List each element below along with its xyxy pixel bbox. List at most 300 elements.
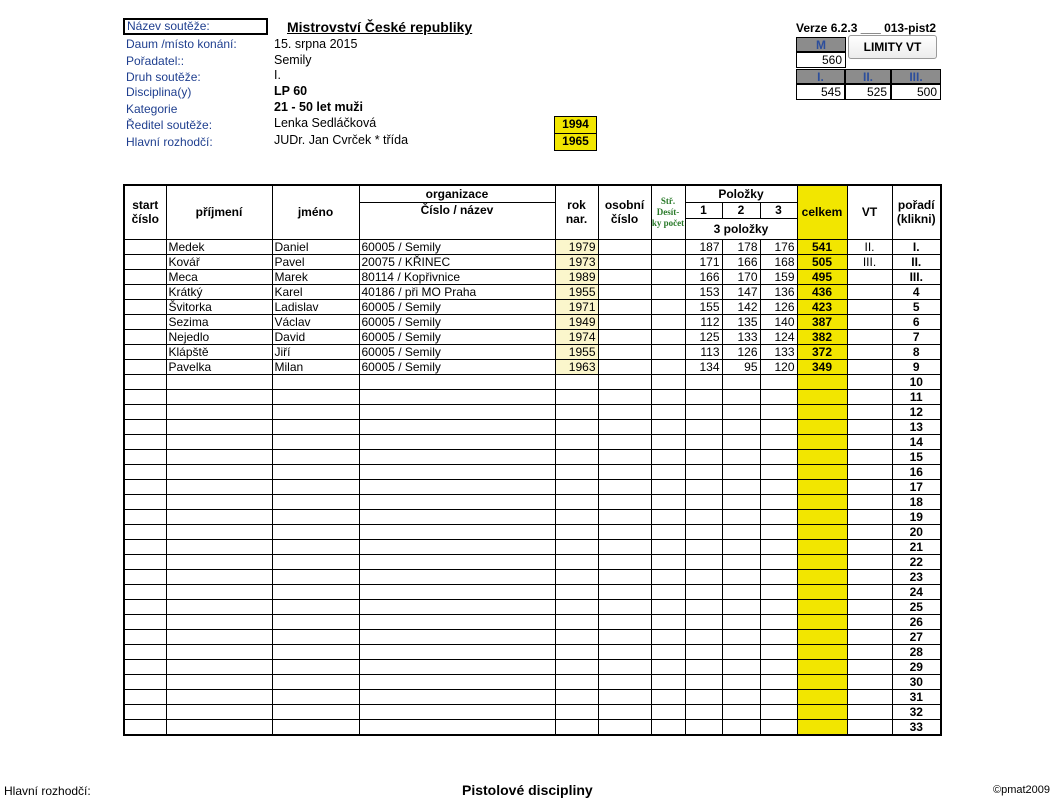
tens-count-cell[interactable]	[651, 314, 685, 329]
surname-cell[interactable]: Klápště	[166, 344, 272, 359]
item-3-cell[interactable]	[760, 674, 797, 689]
personal-number-cell[interactable]	[598, 239, 651, 254]
personal-number-cell[interactable]	[598, 449, 651, 464]
name-cell[interactable]	[272, 569, 359, 584]
start-number-cell[interactable]	[124, 524, 166, 539]
item-2-cell[interactable]	[722, 569, 760, 584]
surname-cell[interactable]	[166, 659, 272, 674]
surname-cell[interactable]	[166, 494, 272, 509]
item-1-cell[interactable]	[685, 464, 722, 479]
tens-count-cell[interactable]	[651, 539, 685, 554]
tens-count-cell[interactable]	[651, 719, 685, 735]
item-3-cell[interactable]	[760, 554, 797, 569]
item-1-cell[interactable]	[685, 599, 722, 614]
personal-number-cell[interactable]	[598, 344, 651, 359]
surname-cell[interactable]	[166, 539, 272, 554]
item-2-cell[interactable]	[722, 659, 760, 674]
organization-cell[interactable]	[359, 689, 555, 704]
item-1-cell[interactable]: 153	[685, 284, 722, 299]
item-3-cell[interactable]	[760, 389, 797, 404]
name-cell[interactable]: Pavel	[272, 254, 359, 269]
surname-cell[interactable]	[166, 599, 272, 614]
start-number-cell[interactable]	[124, 284, 166, 299]
start-number-cell[interactable]	[124, 689, 166, 704]
organization-cell[interactable]	[359, 719, 555, 735]
date-place-value[interactable]: 15. srpna 2015	[274, 37, 358, 51]
tens-count-cell[interactable]	[651, 434, 685, 449]
name-cell[interactable]	[272, 614, 359, 629]
tens-count-cell[interactable]	[651, 674, 685, 689]
item-1-cell[interactable]	[685, 584, 722, 599]
item-2-cell[interactable]	[722, 719, 760, 735]
item-2-cell[interactable]	[722, 524, 760, 539]
organizer-value[interactable]: Semily	[274, 53, 312, 67]
surname-cell[interactable]	[166, 704, 272, 719]
tens-count-cell[interactable]	[651, 569, 685, 584]
name-cell[interactable]	[272, 704, 359, 719]
tens-count-cell[interactable]	[651, 629, 685, 644]
item-1-cell[interactable]	[685, 659, 722, 674]
birth-year-cell[interactable]	[555, 509, 598, 524]
personal-number-cell[interactable]	[598, 389, 651, 404]
surname-cell[interactable]	[166, 614, 272, 629]
item-1-cell[interactable]	[685, 509, 722, 524]
item-3-cell[interactable]	[760, 479, 797, 494]
personal-number-cell[interactable]	[598, 599, 651, 614]
item-2-cell[interactable]	[722, 629, 760, 644]
organization-cell[interactable]	[359, 374, 555, 389]
surname-cell[interactable]: Nejedlo	[166, 329, 272, 344]
item-1-cell[interactable]: 187	[685, 239, 722, 254]
birth-year-cell[interactable]: 1974	[555, 329, 598, 344]
limit-class-3-value[interactable]: 500	[891, 84, 941, 100]
surname-cell[interactable]: Sezima	[166, 314, 272, 329]
birth-year-cell[interactable]	[555, 479, 598, 494]
item-1-cell[interactable]	[685, 374, 722, 389]
item-2-cell[interactable]	[722, 614, 760, 629]
surname-cell[interactable]	[166, 374, 272, 389]
item-2-cell[interactable]: 142	[722, 299, 760, 314]
name-cell[interactable]	[272, 539, 359, 554]
start-number-cell[interactable]	[124, 374, 166, 389]
organization-cell[interactable]: 60005 / Semily	[359, 344, 555, 359]
item-1-cell[interactable]: 155	[685, 299, 722, 314]
tens-count-cell[interactable]	[651, 359, 685, 374]
name-cell[interactable]	[272, 554, 359, 569]
surname-cell[interactable]	[166, 689, 272, 704]
item-3-cell[interactable]	[760, 434, 797, 449]
item-2-cell[interactable]	[722, 449, 760, 464]
item-1-cell[interactable]	[685, 614, 722, 629]
item-2-cell[interactable]	[722, 419, 760, 434]
item-1-cell[interactable]: 112	[685, 314, 722, 329]
tens-count-cell[interactable]	[651, 284, 685, 299]
item-1-cell[interactable]	[685, 644, 722, 659]
surname-cell[interactable]	[166, 584, 272, 599]
birth-year-cell[interactable]	[555, 434, 598, 449]
name-cell[interactable]	[272, 389, 359, 404]
personal-number-cell[interactable]	[598, 494, 651, 509]
personal-number-cell[interactable]	[598, 659, 651, 674]
tens-count-cell[interactable]	[651, 614, 685, 629]
item-2-cell[interactable]: 126	[722, 344, 760, 359]
tens-count-cell[interactable]	[651, 419, 685, 434]
start-number-cell[interactable]	[124, 614, 166, 629]
start-number-cell[interactable]	[124, 359, 166, 374]
personal-number-cell[interactable]	[598, 299, 651, 314]
organization-cell[interactable]	[359, 674, 555, 689]
personal-number-cell[interactable]	[598, 464, 651, 479]
name-cell[interactable]	[272, 434, 359, 449]
tens-count-cell[interactable]	[651, 464, 685, 479]
start-number-cell[interactable]	[124, 389, 166, 404]
item-3-cell[interactable]: 140	[760, 314, 797, 329]
item-2-cell[interactable]	[722, 689, 760, 704]
start-number-cell[interactable]	[124, 659, 166, 674]
item-3-cell[interactable]	[760, 524, 797, 539]
personal-number-cell[interactable]	[598, 419, 651, 434]
personal-number-cell[interactable]	[598, 704, 651, 719]
surname-cell[interactable]: Medek	[166, 239, 272, 254]
item-2-cell[interactable]	[722, 509, 760, 524]
item-1-cell[interactable]	[685, 524, 722, 539]
name-cell[interactable]	[272, 494, 359, 509]
item-1-cell[interactable]: 166	[685, 269, 722, 284]
col-rank[interactable]: pořadí (klikni)	[892, 185, 941, 239]
name-cell[interactable]	[272, 479, 359, 494]
item-1-cell[interactable]: 125	[685, 329, 722, 344]
organization-cell[interactable]	[359, 524, 555, 539]
item-2-cell[interactable]	[722, 464, 760, 479]
start-number-cell[interactable]	[124, 674, 166, 689]
name-cell[interactable]	[272, 584, 359, 599]
item-2-cell[interactable]	[722, 644, 760, 659]
competition-title[interactable]: Mistrovství České republiky	[287, 19, 473, 35]
organization-cell[interactable]	[359, 584, 555, 599]
start-number-cell[interactable]	[124, 719, 166, 735]
limit-class-2-value[interactable]: 525	[845, 84, 891, 100]
name-cell[interactable]	[272, 659, 359, 674]
birth-year-cell[interactable]	[555, 554, 598, 569]
item-2-cell[interactable]: 166	[722, 254, 760, 269]
organization-cell[interactable]	[359, 539, 555, 554]
start-number-cell[interactable]	[124, 629, 166, 644]
start-number-cell[interactable]	[124, 254, 166, 269]
personal-number-cell[interactable]	[598, 629, 651, 644]
start-number-cell[interactable]	[124, 509, 166, 524]
tens-count-cell[interactable]	[651, 404, 685, 419]
limity-vt-button[interactable]: LIMITY VT	[848, 35, 937, 59]
item-2-cell[interactable]	[722, 389, 760, 404]
item-2-cell[interactable]	[722, 599, 760, 614]
item-1-cell[interactable]: 134	[685, 359, 722, 374]
tens-count-cell[interactable]	[651, 479, 685, 494]
item-2-cell[interactable]	[722, 494, 760, 509]
birth-year-cell[interactable]	[555, 659, 598, 674]
year-from-cell[interactable]: 1994	[554, 116, 597, 134]
name-cell[interactable]	[272, 449, 359, 464]
organization-cell[interactable]	[359, 479, 555, 494]
surname-cell[interactable]	[166, 629, 272, 644]
item-2-cell[interactable]	[722, 374, 760, 389]
item-2-cell[interactable]: 170	[722, 269, 760, 284]
item-3-cell[interactable]: 124	[760, 329, 797, 344]
item-3-cell[interactable]	[760, 614, 797, 629]
name-cell[interactable]	[272, 464, 359, 479]
name-cell[interactable]: David	[272, 329, 359, 344]
birth-year-cell[interactable]	[555, 719, 598, 735]
organization-cell[interactable]	[359, 569, 555, 584]
item-2-cell[interactable]: 178	[722, 239, 760, 254]
item-1-cell[interactable]	[685, 479, 722, 494]
tens-count-cell[interactable]	[651, 389, 685, 404]
start-number-cell[interactable]	[124, 599, 166, 614]
surname-cell[interactable]	[166, 404, 272, 419]
director-value[interactable]: Lenka Sedláčková	[274, 116, 377, 130]
surname-cell[interactable]	[166, 389, 272, 404]
organization-cell[interactable]	[359, 659, 555, 674]
name-cell[interactable]	[272, 509, 359, 524]
birth-year-cell[interactable]: 1963	[555, 359, 598, 374]
item-3-cell[interactable]	[760, 539, 797, 554]
item-2-cell[interactable]: 95	[722, 359, 760, 374]
item-2-cell[interactable]: 133	[722, 329, 760, 344]
item-1-cell[interactable]	[685, 719, 722, 735]
tens-count-cell[interactable]	[651, 524, 685, 539]
personal-number-cell[interactable]	[598, 614, 651, 629]
item-2-cell[interactable]	[722, 554, 760, 569]
item-1-cell[interactable]	[685, 569, 722, 584]
personal-number-cell[interactable]	[598, 404, 651, 419]
name-cell[interactable]	[272, 419, 359, 434]
item-1-cell[interactable]: 171	[685, 254, 722, 269]
limit-class-1-value[interactable]: 545	[796, 84, 845, 100]
personal-number-cell[interactable]	[598, 584, 651, 599]
surname-cell[interactable]	[166, 509, 272, 524]
birth-year-cell[interactable]	[555, 614, 598, 629]
item-3-cell[interactable]: 176	[760, 239, 797, 254]
organization-cell[interactable]	[359, 419, 555, 434]
item-1-cell[interactable]	[685, 389, 722, 404]
item-3-cell[interactable]	[760, 494, 797, 509]
organization-cell[interactable]: 80114 / Kopřivnice	[359, 269, 555, 284]
surname-cell[interactable]	[166, 419, 272, 434]
tens-count-cell[interactable]	[651, 239, 685, 254]
item-3-cell[interactable]	[760, 644, 797, 659]
personal-number-cell[interactable]	[598, 314, 651, 329]
tens-count-cell[interactable]	[651, 554, 685, 569]
tens-count-cell[interactable]	[651, 584, 685, 599]
competition-type-value[interactable]: I.	[274, 68, 281, 82]
birth-year-cell[interactable]	[555, 629, 598, 644]
personal-number-cell[interactable]	[598, 554, 651, 569]
surname-cell[interactable]	[166, 434, 272, 449]
birth-year-cell[interactable]	[555, 674, 598, 689]
tens-count-cell[interactable]	[651, 254, 685, 269]
item-3-cell[interactable]	[760, 659, 797, 674]
item-2-cell[interactable]	[722, 404, 760, 419]
surname-cell[interactable]	[166, 569, 272, 584]
start-number-cell[interactable]	[124, 479, 166, 494]
limit-m-value[interactable]: 560	[796, 52, 846, 68]
item-1-cell[interactable]	[685, 689, 722, 704]
name-cell[interactable]: Karel	[272, 284, 359, 299]
birth-year-cell[interactable]: 1955	[555, 344, 598, 359]
organization-cell[interactable]: 60005 / Semily	[359, 329, 555, 344]
item-1-cell[interactable]	[685, 449, 722, 464]
item-1-cell[interactable]	[685, 554, 722, 569]
item-2-cell[interactable]: 135	[722, 314, 760, 329]
start-number-cell[interactable]	[124, 329, 166, 344]
tens-count-cell[interactable]	[651, 659, 685, 674]
organization-cell[interactable]	[359, 434, 555, 449]
tens-count-cell[interactable]	[651, 494, 685, 509]
start-number-cell[interactable]	[124, 464, 166, 479]
birth-year-cell[interactable]	[555, 599, 598, 614]
personal-number-cell[interactable]	[598, 569, 651, 584]
item-2-cell[interactable]	[722, 584, 760, 599]
birth-year-cell[interactable]: 1949	[555, 314, 598, 329]
item-2-cell[interactable]	[722, 539, 760, 554]
surname-cell[interactable]: Pavelka	[166, 359, 272, 374]
birth-year-cell[interactable]	[555, 584, 598, 599]
discipline-value[interactable]: LP 60	[274, 84, 308, 98]
item-3-cell[interactable]: 120	[760, 359, 797, 374]
surname-cell[interactable]: Švitorka	[166, 299, 272, 314]
birth-year-cell[interactable]	[555, 374, 598, 389]
birth-year-cell[interactable]	[555, 524, 598, 539]
item-1-cell[interactable]	[685, 629, 722, 644]
organization-cell[interactable]	[359, 614, 555, 629]
chief-referee-value[interactable]: JUDr. Jan Cvrček * třída	[274, 133, 409, 147]
birth-year-cell[interactable]: 1971	[555, 299, 598, 314]
birth-year-cell[interactable]	[555, 404, 598, 419]
name-cell[interactable]	[272, 719, 359, 735]
item-2-cell[interactable]	[722, 434, 760, 449]
item-3-cell[interactable]	[760, 584, 797, 599]
surname-cell[interactable]	[166, 674, 272, 689]
item-1-cell[interactable]: 113	[685, 344, 722, 359]
item-3-cell[interactable]	[760, 509, 797, 524]
tens-count-cell[interactable]	[651, 449, 685, 464]
birth-year-cell[interactable]	[555, 494, 598, 509]
item-3-cell[interactable]: 133	[760, 344, 797, 359]
organization-cell[interactable]: 20075 / KŘINEC	[359, 254, 555, 269]
birth-year-cell[interactable]	[555, 419, 598, 434]
start-number-cell[interactable]	[124, 344, 166, 359]
tens-count-cell[interactable]	[651, 509, 685, 524]
item-2-cell[interactable]: 147	[722, 284, 760, 299]
personal-number-cell[interactable]	[598, 539, 651, 554]
tens-count-cell[interactable]	[651, 599, 685, 614]
category-value[interactable]: 21 - 50 let muži	[274, 100, 363, 114]
personal-number-cell[interactable]	[598, 719, 651, 735]
organization-cell[interactable]: 60005 / Semily	[359, 239, 555, 254]
start-number-cell[interactable]	[124, 299, 166, 314]
tens-count-cell[interactable]	[651, 329, 685, 344]
personal-number-cell[interactable]	[598, 674, 651, 689]
item-1-cell[interactable]	[685, 704, 722, 719]
birth-year-cell[interactable]	[555, 644, 598, 659]
start-number-cell[interactable]	[124, 404, 166, 419]
name-cell[interactable]: Ladislav	[272, 299, 359, 314]
name-cell[interactable]: Marek	[272, 269, 359, 284]
surname-cell[interactable]	[166, 449, 272, 464]
item-3-cell[interactable]	[760, 689, 797, 704]
birth-year-cell[interactable]: 1955	[555, 284, 598, 299]
organization-cell[interactable]	[359, 509, 555, 524]
organization-cell[interactable]	[359, 599, 555, 614]
start-number-cell[interactable]	[124, 239, 166, 254]
organization-cell[interactable]	[359, 629, 555, 644]
tens-count-cell[interactable]	[651, 344, 685, 359]
item-3-cell[interactable]	[760, 419, 797, 434]
name-cell[interactable]	[272, 629, 359, 644]
birth-year-cell[interactable]: 1973	[555, 254, 598, 269]
personal-number-cell[interactable]	[598, 329, 651, 344]
start-number-cell[interactable]	[124, 449, 166, 464]
item-3-cell[interactable]	[760, 719, 797, 735]
organization-cell[interactable]	[359, 554, 555, 569]
organization-cell[interactable]	[359, 644, 555, 659]
organization-cell[interactable]	[359, 704, 555, 719]
personal-number-cell[interactable]	[598, 509, 651, 524]
tens-count-cell[interactable]	[651, 269, 685, 284]
organization-cell[interactable]	[359, 449, 555, 464]
item-3-cell[interactable]	[760, 629, 797, 644]
start-number-cell[interactable]	[124, 644, 166, 659]
personal-number-cell[interactable]	[598, 689, 651, 704]
name-cell[interactable]	[272, 524, 359, 539]
personal-number-cell[interactable]	[598, 434, 651, 449]
start-number-cell[interactable]	[124, 419, 166, 434]
item-3-cell[interactable]: 126	[760, 299, 797, 314]
personal-number-cell[interactable]	[598, 479, 651, 494]
birth-year-cell[interactable]	[555, 569, 598, 584]
item-3-cell[interactable]	[760, 599, 797, 614]
tens-count-cell[interactable]	[651, 374, 685, 389]
item-1-cell[interactable]	[685, 494, 722, 509]
personal-number-cell[interactable]	[598, 359, 651, 374]
item-1-cell[interactable]	[685, 419, 722, 434]
birth-year-cell[interactable]	[555, 464, 598, 479]
name-cell[interactable]	[272, 404, 359, 419]
start-number-cell[interactable]	[124, 704, 166, 719]
item-3-cell[interactable]: 168	[760, 254, 797, 269]
personal-number-cell[interactable]	[598, 374, 651, 389]
item-1-cell[interactable]	[685, 434, 722, 449]
year-to-cell[interactable]: 1965	[554, 133, 597, 151]
surname-cell[interactable]	[166, 479, 272, 494]
tens-count-cell[interactable]	[651, 644, 685, 659]
organization-cell[interactable]	[359, 464, 555, 479]
personal-number-cell[interactable]	[598, 524, 651, 539]
organization-cell[interactable]	[359, 494, 555, 509]
birth-year-cell[interactable]	[555, 689, 598, 704]
name-cell[interactable]	[272, 644, 359, 659]
surname-cell[interactable]	[166, 554, 272, 569]
name-cell[interactable]: Milan	[272, 359, 359, 374]
name-cell[interactable]	[272, 374, 359, 389]
birth-year-cell[interactable]: 1989	[555, 269, 598, 284]
surname-cell[interactable]: Kovář	[166, 254, 272, 269]
tens-count-cell[interactable]	[651, 299, 685, 314]
start-number-cell[interactable]	[124, 539, 166, 554]
surname-cell[interactable]	[166, 719, 272, 735]
item-2-cell[interactable]	[722, 704, 760, 719]
organization-cell[interactable]	[359, 389, 555, 404]
start-number-cell[interactable]	[124, 554, 166, 569]
